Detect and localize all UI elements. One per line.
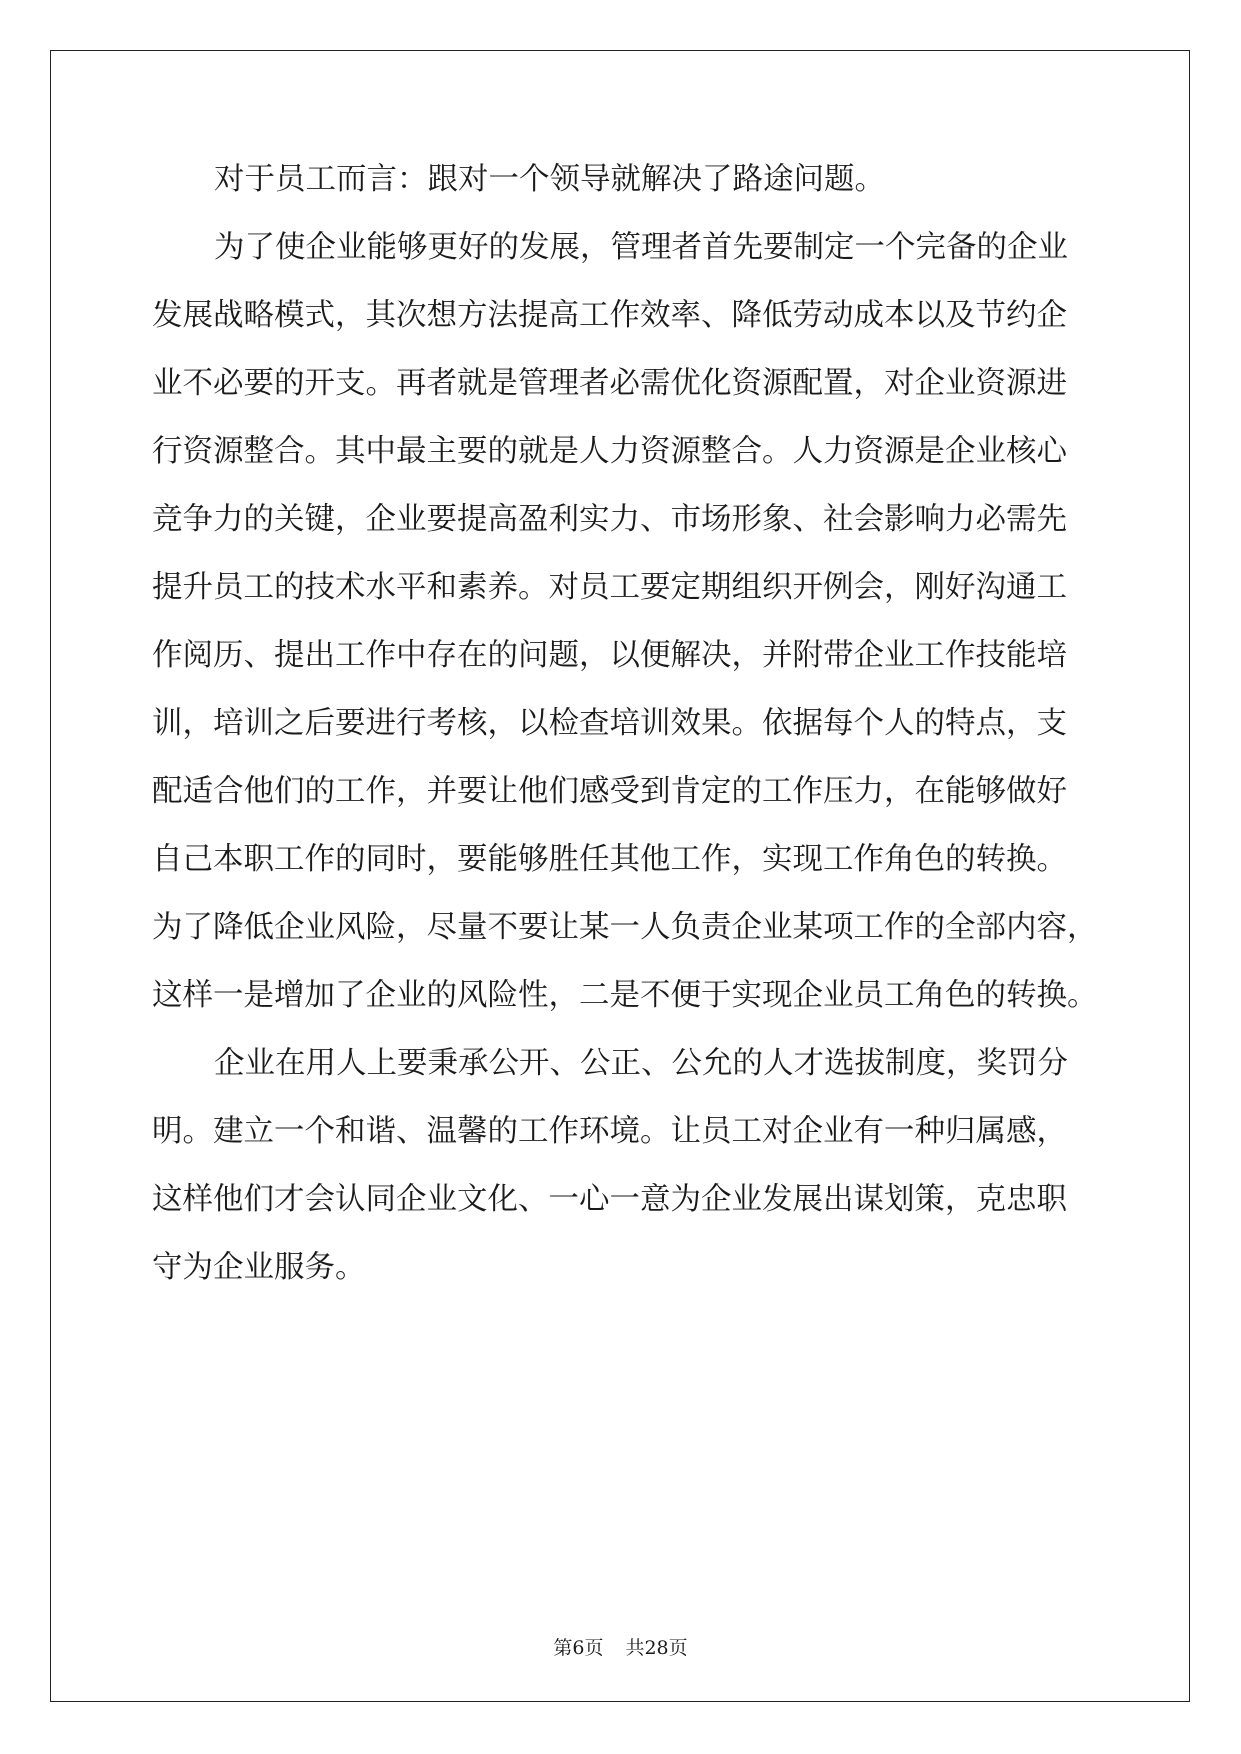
page-footer xyxy=(0,1633,1241,1663)
paragraph-3-line-2: 明。建立一个和谐、温馨的工作环境。让员工对企业有一种归属感， xyxy=(152,1114,1067,1149)
paragraph-2-line-9: 配适合他们的工作，并要让他们感受到肯定的工作压力，在能够做好 xyxy=(152,774,1067,809)
paragraph-2-line-6: 提升员工的技术水平和素养。对员工要定期组织开例会，刚好沟通工 xyxy=(152,570,1067,605)
page-total: 共28页 xyxy=(625,1637,688,1659)
paragraph-2-line-3: 业不必要的开支。再者就是管理者必需优化资源配置，对企业资源进 xyxy=(152,366,1067,401)
paragraph-2-line-8: 训，培训之后要进行考核，以检查培训效果。依据每个人的特点，支 xyxy=(152,706,1067,741)
paragraph-2-line-7: 作阅历、提出工作中存在的问题，以便解决，并附带企业工作技能培 xyxy=(152,638,1067,673)
paragraph-1-line-1: 对于员工而言：跟对一个领导就解决了路途问题。 xyxy=(214,162,885,197)
paragraph-3-line-4: 守为企业服务。 xyxy=(152,1250,366,1285)
paragraph-2-line-12: 这样一是增加了企业的风险性，二是不便于实现企业员工角色的转换。 xyxy=(152,978,1098,1013)
paragraph-2-line-5: 竞争力的关键，企业要提高盈利实力、市场形象、社会影响力必需先 xyxy=(152,502,1067,537)
paragraph-2-line-2: 发展战略模式，其次想方法提高工作效率、降低劳动成本以及节约企 xyxy=(152,298,1067,333)
paragraph-3-line-1: 企业在用人上要秉承公开、公正、公允的人才选拔制度，奖罚分 xyxy=(214,1046,1068,1081)
paragraph-3-line-3: 这样他们才会认同企业文化、一心一意为企业发展出谋划策，克忠职 xyxy=(152,1182,1067,1217)
paragraph-2-line-1: 为了使企业能够更好的发展，管理者首先要制定一个完备的企业 xyxy=(214,230,1068,265)
paragraph-2-line-11: 为了降低企业风险，尽量不要让某一人负责企业某项工作的全部内容， xyxy=(152,910,1098,945)
page-number: 第6页 xyxy=(553,1637,604,1659)
paragraph-2-line-4: 行资源整合。其中最主要的就是人力资源整合。人力资源是企业核心 xyxy=(152,434,1067,469)
paragraph-2-line-10: 自己本职工作的同时，要能够胜任其他工作，实现工作角色的转换。 xyxy=(152,842,1067,877)
